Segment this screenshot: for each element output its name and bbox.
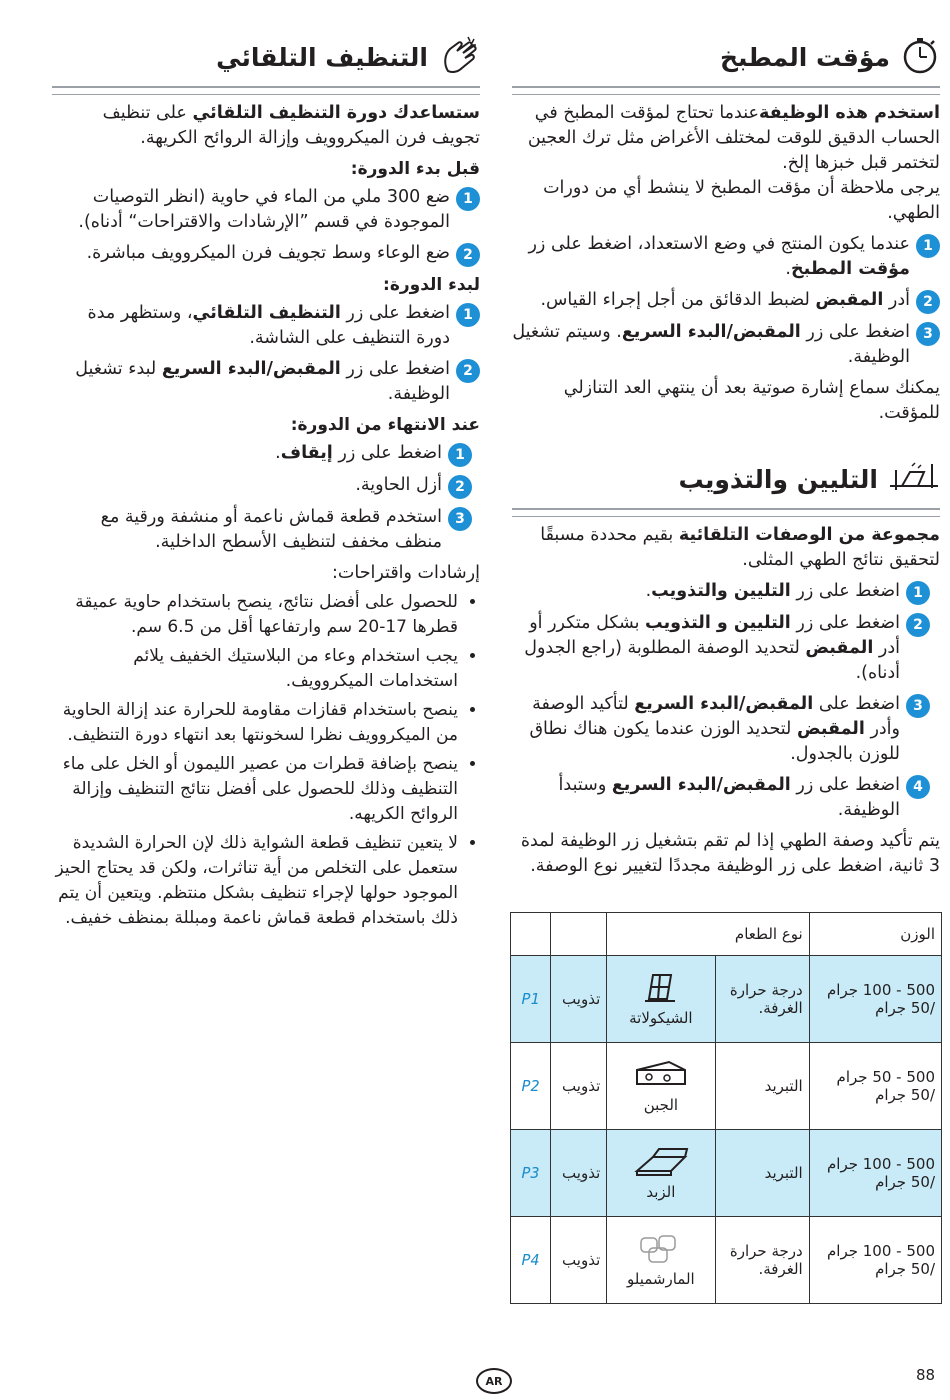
header-weight: الوزن: [809, 913, 941, 956]
defrost-title: التليين والتذويب: [678, 464, 878, 494]
end-step-2: 2 أزل الحاوية.: [52, 473, 472, 499]
end-cycle-title: عند الانتهاء من الدورة:: [290, 415, 480, 435]
table-row: 500 - 100 جرام /50 جرام درجة حرارة الغرفة. الشيكولاتة تذويب P1: [511, 956, 942, 1043]
step-number-badge: 1: [906, 581, 930, 605]
start-cycle-title: لبدء الدورة:: [383, 275, 480, 295]
list-item: • للحصول على أفضل نتائج، ينصح باستخدام حاوية عميقة قطرها 17-20 سم وارتفاعها أقل من 6.5 سم.: [52, 590, 458, 640]
defrost-confirm-note: يتم تأكيد وصفة الطهي إذا لم تقم بتشغيل زر الوظيفة لمدة 3 ثانية، اضغط على زر الوظيفة مجددًا لتغيير نوع الوصفة.: [520, 831, 940, 876]
timer-title: مؤقت المطبخ: [720, 42, 890, 72]
defrost-step-3: 3 اضغط على المقبض/البدء السريع لتأكيد الوصفة وأدر المقبض لتحديد الوزن عندما يكون هناك نطاق للوزن بالجدول.: [512, 692, 930, 767]
timer-intro: استخدم هذه الوظيفةعندما تحتاج لمؤقت المطبخ في الحساب الدقيق للوقت لمختلف الأغراض مثل ترك العجين لتختمر قبل خبزها إلخ.: [527, 103, 940, 173]
defrost-step-4: 4 اضغط على زر المقبض/البدء السريع وستبدأ الوظيفة.: [512, 773, 930, 823]
cheese-icon: [633, 1058, 689, 1092]
marshmallow-icon: [633, 1232, 689, 1266]
end-step-3: 3 استخدم قطعة قماش ناعمة أو منشفة ورقية مع منظف مخفف لتنظيف الأسطح الداخلية.: [52, 505, 472, 555]
language-badge: AR: [476, 1368, 512, 1394]
timer-end-note: يمكنك سماع إشارة صوتية بعد أن ينتهي العد التنازلي للمؤقت.: [563, 378, 940, 423]
table-row: 500 - 50 جرام /50 جرام التبريد الجبن تذويب P2: [511, 1043, 942, 1130]
timer-step-3: 3 اضغط على زر المقبض/البدء السريع. وسيتم تشغيل الوظيفة.: [512, 320, 940, 370]
before-step-1: 1 ضع 300 ملي من الماء في حاوية (انظر التوصيات الموجودة في قسم ”الإرشادات والاقتراحات“ أدناه).: [52, 185, 480, 235]
tips-list: [52, 590, 480, 931]
end-step-1: 1 اضغط على زر إيقاف.: [52, 441, 472, 467]
start-step-1: 1 اضغط على زر التنظيف التلقائي، وستظهر مدة دورة التنظيف على الشاشة.: [52, 301, 480, 351]
start-step-2: 2 اضغط على زر المقبض/البدء السريع لبدء تشغيل الوظيفة.: [52, 357, 480, 407]
list-item: • يجب استخدام وعاء من البلاستيك الخفيف يلائم استخدامات الميكروويف.: [52, 644, 458, 694]
tips-title: إرشادات واقتراحات:: [332, 563, 480, 583]
butter-icon: [633, 1145, 689, 1179]
step-number-badge: 2: [906, 613, 930, 637]
step-number-badge: 3: [448, 507, 472, 531]
chocolate-icon: [641, 971, 681, 1005]
list-item: • ينصح بإضافة قطرات من عصير الليمون أو الخل على ماء التنظيف وذلك للحصول على أفضل نتائج التنظيف وإزالة الروائح الكريهه.: [52, 752, 458, 827]
timer-heading: [512, 30, 940, 84]
step-number-badge: 2: [456, 243, 480, 267]
defrost-heading: [512, 452, 940, 506]
step-number-badge: 2: [448, 475, 472, 499]
step-number-badge: 1: [456, 187, 480, 211]
step-number-badge: 4: [906, 775, 930, 799]
defrost-icon: [888, 460, 940, 498]
right-column: [512, 30, 940, 879]
cleaning-title: التنظيف التلقائي: [216, 42, 428, 72]
table-header-row: [511, 913, 942, 956]
left-column: [52, 30, 480, 935]
step-number-badge: 2: [916, 290, 940, 314]
table-row: 500 - 100 جرام /50 جرام درجة حرارة الغرفة. المارشميلو تذويب P4: [511, 1217, 942, 1304]
header-food-type: نوع الطعام: [607, 913, 809, 956]
step-number-badge: 1: [456, 303, 480, 327]
step-number-badge: 3: [916, 322, 940, 346]
defrost-table: [510, 912, 942, 1304]
list-item: • ينصح باستخدام قفازات مقاومة للحرارة عند إزالة الحاوية من الميكروويف نظرا لسخونتها بعد انتهاء دورة التنظيف.: [52, 698, 458, 748]
timer-note: يرجى ملاحظة أن مؤقت المطبخ لا ينشط أي من دورات الطهي.: [543, 178, 940, 223]
list-item: • لا يتعين تنظيف قطعة الشواية ذلك لإن الحرارة الشديدة ستعمل على التخلص من أية تناثرات، ولكن قد يحتاج الحيز الموجود حولها لإجراء تنظيف بشكل منتظم. ويتعين أن يتم ذلك باستخدام قطعة قماش ناعمة ومبللة بمنظف خفيف.: [52, 831, 458, 931]
table-row: 500 - 100 جرام /50 جرام التبريد الزبد تذويب P3: [511, 1130, 942, 1217]
page-number: 88: [916, 1366, 936, 1384]
timer-icon: [900, 35, 940, 79]
before-step-2: 2 ضع الوعاء وسط تجويف فرن الميكروويف مباشرة.: [52, 241, 480, 267]
defrost-step-1: 1 اضغط على زر التليين والتذويب.: [512, 579, 930, 605]
timer-rule: [512, 86, 940, 95]
defrost-step-2: 2 اضغط على زر التليين و التذويب بشكل متكرر أو أدر المقبض لتحديد الوصفة المطلوبة (راجع الجدول أدناه).: [512, 611, 930, 686]
before-cycle-title: قبل بدء الدورة:: [350, 159, 480, 179]
step-number-badge: 3: [906, 694, 930, 718]
defrost-rule: [512, 508, 940, 517]
timer-step-2: 2 أدر المقبض لضبط الدقائق من أجل إجراء القياس.: [512, 288, 940, 314]
defrost-intro: مجموعة من الوصفات التلقائية بقيم محددة مسبقًا لتحقيق نتائج الطهي المثلى.: [540, 525, 940, 570]
step-number-badge: 1: [916, 234, 940, 258]
cleaning-rule: [52, 86, 480, 95]
step-number-badge: 2: [456, 359, 480, 383]
cleaning-intro: ستساعدك دورة التنظيف التلقائي على تنظيف تجويف فرن الميكروويف وإزالة الروائح الكريهة.: [102, 103, 480, 148]
step-number-badge: 1: [448, 443, 472, 467]
cleaning-heading: [52, 30, 480, 84]
timer-step-1: 1 عندما يكون المنتج في وضع الاستعداد، اضغط على زر مؤقت المطبخ.: [512, 232, 940, 282]
cleaning-hand-icon: [438, 35, 480, 79]
